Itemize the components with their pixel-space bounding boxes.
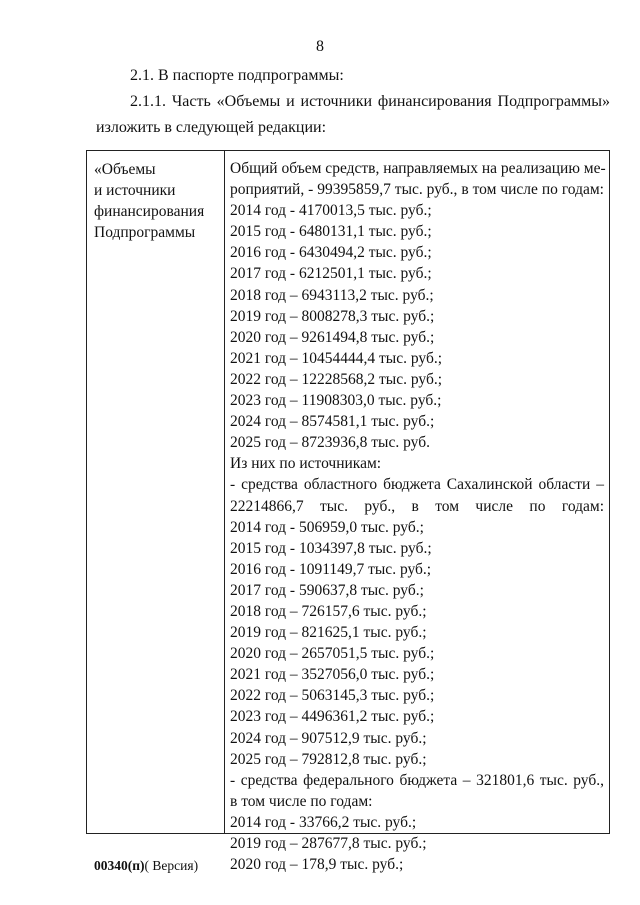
content-line: Общий объем средств, направляемых на реализацию ме- — [230, 160, 606, 177]
content-line: - средства федерального бюджета – 321801,6 тыс. руб., — [230, 771, 604, 789]
document-code: 00340(п) — [94, 858, 145, 873]
content-line: 2017 год - 6212501,1 тыс. руб.; — [230, 265, 432, 283]
table-label-cell — [94, 159, 218, 243]
content-line: 2014 год - 33766,2 тыс. руб.; — [230, 813, 417, 831]
label-line: финансирования — [94, 203, 205, 220]
content-line: 2019 год – 8008278,3 тыс. руб.; — [230, 307, 435, 325]
content-line: 2018 год – 726157,6 тыс. руб.; — [230, 602, 427, 620]
content-line: роприятий, - 99395859,7 тыс. руб., в том числе по годам: — [230, 181, 604, 199]
label-line: и источники — [94, 182, 176, 199]
content-line: 2022 год – 5063145,3 тыс. руб.; — [230, 687, 435, 705]
document-version: ( Версия) — [144, 858, 199, 873]
content-line: 2019 год – 821625,1 тыс. руб.; — [230, 624, 427, 642]
content-line: 2018 год – 6943113,2 тыс. руб.; — [230, 286, 434, 304]
content-line: 2020 год – 2657051,5 тыс. руб.; — [230, 645, 435, 663]
content-line: 2025 год – 8723936,8 тыс. руб. — [230, 434, 430, 452]
content-line: 2022 год – 12228568,2 тыс. руб.; — [230, 370, 443, 388]
table-content-cell — [230, 158, 604, 875]
paragraph-2-1: 2.1. В паспорте подпрограммы: — [130, 67, 344, 84]
content-line: 2021 год – 3527056,0 тыс. руб.; — [230, 666, 435, 684]
content-line: 2019 год – 287677,8 тыс. руб.; — [230, 835, 427, 852]
content-line: 2014 год - 4170013,5 тыс. руб.; — [230, 202, 432, 220]
content-line: 2023 год – 11908303,0 тыс. руб.; — [230, 392, 442, 410]
content-line: 2016 год - 1091149,7 тыс. руб.; — [230, 560, 432, 578]
content-line: Из них по источникам: — [230, 455, 382, 473]
content-line: 2023 год – 4496361,2 тыс. руб.; — [230, 708, 435, 726]
content-line: 2020 год – 178,9 тыс. руб.; — [230, 856, 404, 874]
content-line: 2014 год - 506959,0 тыс. руб.; — [230, 518, 424, 536]
content-line: 2021 год – 10454444,4 тыс. руб.; — [230, 349, 443, 367]
content-line: 2024 год – 8574581,1 тыс. руб.; — [230, 413, 435, 431]
paragraph-2-1-1-continued: изложить в следующей редакции: — [96, 119, 327, 136]
content-line: в том числе по годам: — [230, 792, 373, 810]
column-divider — [224, 151, 225, 833]
content-line: 22214866,7 тыс. руб., в том числе по годам: — [230, 497, 604, 515]
content-line: 2024 год – 907512,9 тыс. руб.; — [230, 729, 427, 747]
content-line: 2016 год - 6430494,2 тыс. руб.; — [230, 244, 432, 262]
content-line: 2015 год - 1034397,8 тыс. руб.; — [230, 539, 432, 557]
label-line: «Объемы — [94, 161, 156, 178]
label-line: Подпрограммы — [94, 224, 196, 241]
content-line: - средства областного бюджета Сахалинской области – — [230, 476, 604, 494]
document-footer — [94, 858, 198, 874]
content-line: 2017 год - 590637,8 тыс. руб.; — [230, 581, 424, 599]
paragraph-2-1-1: 2.1.1. Часть «Объемы и источники финансирования Подпрограммы» — [130, 93, 610, 110]
content-line: 2025 год – 792812,8 тыс. руб.; — [230, 750, 427, 768]
content-line: 2020 год – 9261494,8 тыс. руб.; — [230, 328, 435, 346]
page-number: 8 — [316, 38, 324, 55]
content-line: 2015 год - 6480131,1 тыс. руб.; — [230, 223, 432, 241]
